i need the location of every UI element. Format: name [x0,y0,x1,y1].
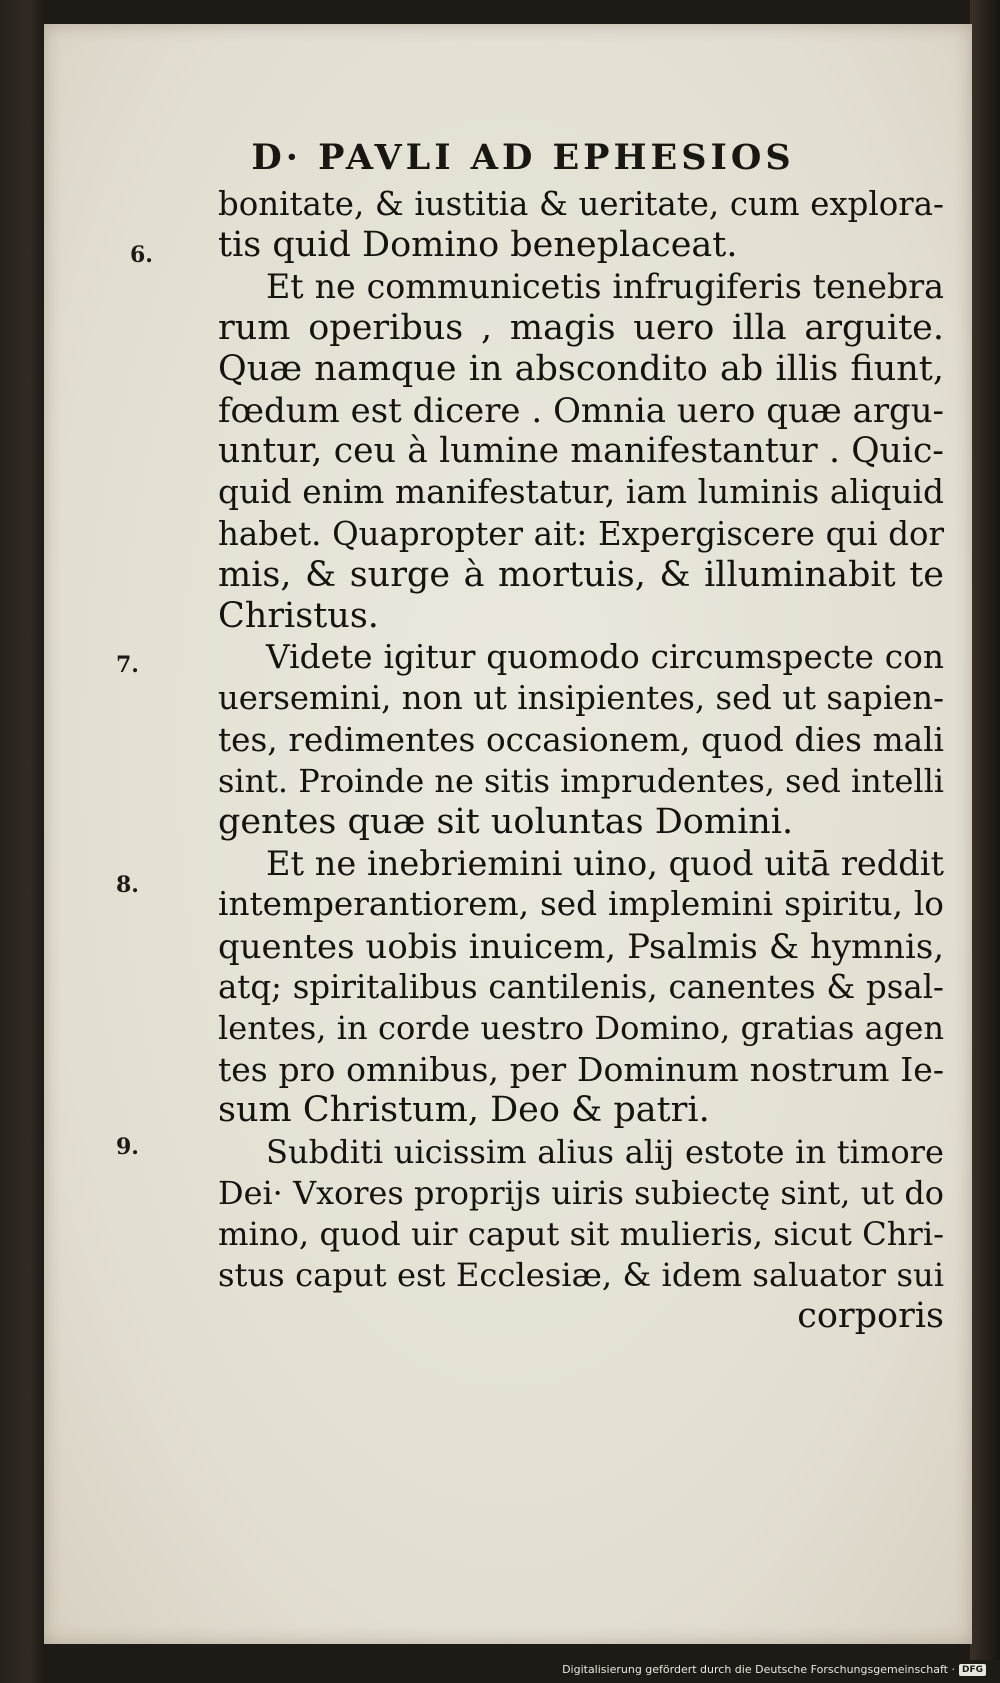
text-line: Et ne communicetis infrugiferis tenebra [266,267,944,307]
text-line: atq; spiritalibus cantilenis, canentes & psal- [218,967,944,1006]
text-line: tes pro omnibus, per Dominum nostrum Ie- [218,1050,944,1090]
dfg-logo-icon: DFG [959,1664,986,1676]
verse-number: 7. [116,652,139,678]
text-line: stus caput est Ecclesiæ, & idem saluator sui [218,1256,944,1295]
text-line: quid enim manifestatur, iam luminis aliquid [218,473,944,512]
text-line: quentes uobis inuicem, Psalmis & hymnis, [218,926,944,966]
text-line: Dei· Vxores proprijs uiris subiectę sint, ut do [218,1173,944,1212]
text-line: sum Christum, Deo & patri. [218,1090,710,1131]
text-line: gentes quæ sit uoluntas Domini. [218,802,794,843]
credit-text: Digitalisierung gefördert durch die Deutsche Forschungsgemeinschaft · [562,1663,955,1676]
text-line: fœdum est dicere . Omnia uero quæ argu- [218,391,944,431]
text-line: tis quid Domino beneplaceat. [218,225,738,266]
catchword: corporis [797,1296,944,1337]
text-line: rum operibus , magis uero illa arguite. [218,307,944,348]
text-line: tes, redimentes occasionem, quod dies mali [218,720,944,759]
body-text [218,184,944,1338]
text-line: habet. Quapropter ait: Expergiscere qui dor [218,514,944,553]
text-line: sint. Proinde ne sitis imprudentes, sed intelli [218,761,944,800]
digitization-credit [562,1663,986,1676]
verse-number: 9. [116,1134,139,1160]
text-line: Subditi uicissim alius alij estote in timore [266,1132,944,1171]
text-line: uersemini, non ut insipientes, sed ut sapien- [218,679,944,718]
verse-number: 8. [116,872,139,898]
verse-number: 6. [130,242,153,268]
text-line: Videte igitur quomodo circumspecte con [266,638,944,677]
text-line: mis, & surge à mortuis, & illuminabit te [218,554,944,595]
text-line: lentes, in corde uestro Domino, gratias agen [218,1009,944,1048]
text-line: Et ne inebriemini uino, quod uitā reddit [266,844,944,884]
text-line: untur, ceu à lumine manifestantur . Quic- [218,431,944,472]
text-line: mino, quod uir caput sit mulieris, sicut Chri- [218,1215,944,1254]
text-line: bonitate, & iustitia & ueritate, cum explora- [218,185,944,223]
text-line: intemperantiorem, sed implemini spiritu, lo [218,885,944,924]
running-head: D· PAVLI AD EPHESIOS [251,137,795,178]
book-page [44,24,972,1644]
text-line: Quæ namque in abscondito ab illis fiunt, [218,348,944,389]
book-gutter [970,0,1000,1660]
text-line: Christus. [218,596,379,637]
